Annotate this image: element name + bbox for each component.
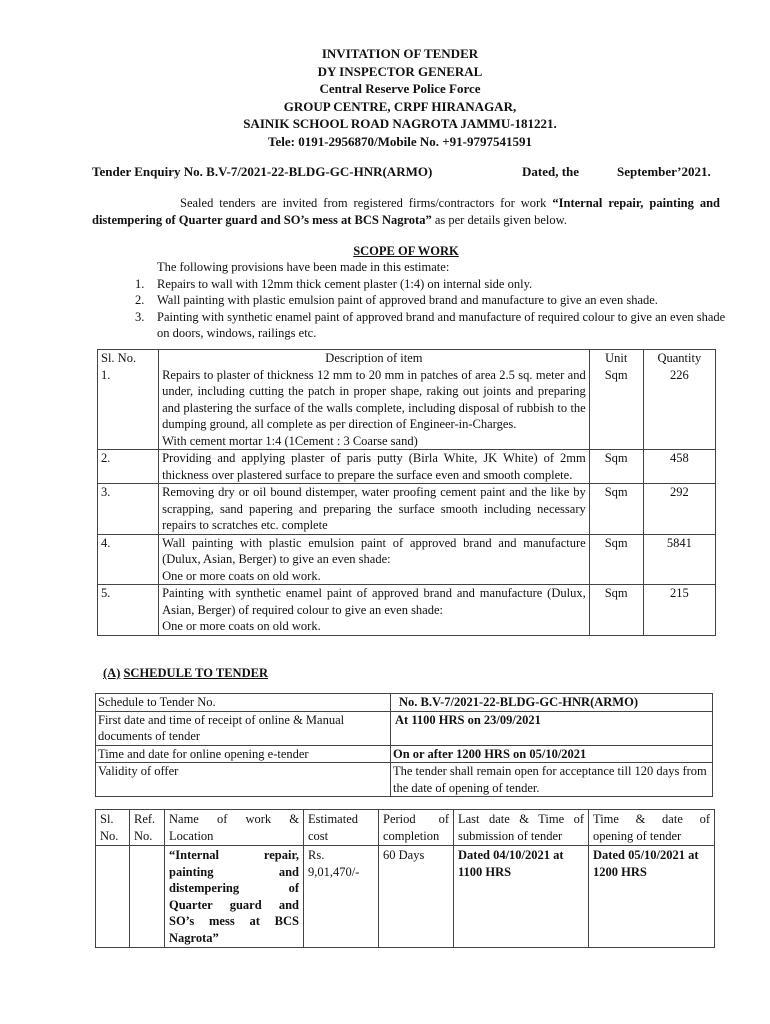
schedule-value: The tender shall remain open for acceptance till 120 days from the date of opening of tender.: [391, 763, 713, 797]
row-quantity: 5841: [643, 534, 715, 585]
header-last-date: Last date & Time of submission of tender: [454, 810, 589, 846]
schedule-value: At 1100 HRS on 23/09/2021: [391, 711, 713, 745]
table-row: [96, 694, 713, 712]
scope-item-text: Painting with synthetic enamel paint of approved brand and manufacture of required colour to give an even shade on doors, windows, railings etc.: [157, 309, 726, 340]
scope-item: [135, 309, 727, 342]
scope-provisions: [135, 259, 727, 342]
row-description-extra: One or more coats on old work.: [162, 619, 321, 633]
row-description-text: Providing and applying plaster of paris putty (Birla White, JK White) of 2mm thickness over plastered surface to prepare the surface even and smooth complete.: [162, 451, 586, 482]
header-unit: Unit: [589, 350, 643, 367]
schedule-heading: [103, 665, 268, 682]
header-unit: GROUP CENTRE, CRPF HIRANAGAR,: [283, 98, 517, 114]
schedule-key: Validity of offer: [96, 763, 391, 797]
row-sl: 4.: [98, 534, 159, 585]
scope-item-number: 3.: [135, 309, 145, 324]
scope-item-number: 2.: [135, 293, 145, 307]
items-table: [97, 349, 716, 636]
schedule-key: Time and date for online opening e-tender: [96, 745, 391, 763]
row-sl: 2.: [98, 450, 159, 484]
header-force: Central Reserve Police Force: [319, 81, 481, 96]
scope-item-text: Wall painting with plastic emulsion paint of approved brand and manufacture to give an even shade.: [157, 293, 658, 307]
schedule-table: [95, 693, 713, 797]
schedule-key: First date and time of receipt of online & Manual documents of tender: [96, 711, 391, 745]
scope-item: [135, 292, 727, 309]
schedule-label: (A): [103, 666, 121, 680]
header-quantity: Quantity: [657, 351, 702, 365]
row-description: [159, 534, 590, 585]
schedule-value: No. B.V-7/2021-22-BLDG-GC-HNR(ARMO): [391, 694, 713, 712]
row-sl: [96, 846, 130, 948]
row-name-of-work: “Internal repair, painting and distempering of Quarter guard and SO’s mess at BCS Nagrota”: [165, 846, 304, 948]
row-estimated-cost: Rs. 9,01,470/-: [304, 846, 379, 948]
items-table-header: [98, 350, 716, 367]
row-last-date: Dated 04/10/2021 at 1100 HRS: [454, 846, 589, 948]
header-period: Period of completion: [379, 810, 454, 846]
document-header: [0, 45, 770, 150]
header-title: INVITATION OF TENDER: [321, 46, 479, 61]
schedule-key: Schedule to Tender No.: [96, 694, 391, 712]
row-unit: Sqm: [589, 367, 643, 450]
intro-text-pre: Sealed tenders are invited from registered firms/contractors for work: [180, 196, 553, 210]
row-unit: Sqm: [589, 585, 643, 636]
table-row: [98, 534, 716, 585]
row-period: 60 Days: [379, 846, 454, 948]
table-row: [96, 711, 713, 745]
row-sl: 3.: [98, 484, 159, 535]
header-opening-date: Time & date of opening of tender: [589, 810, 715, 846]
scope-item: [135, 276, 727, 293]
table-row: [96, 745, 713, 763]
row-description: [159, 585, 590, 636]
row-quantity: 292: [643, 484, 715, 535]
scope-title: SCOPE OF WORK: [353, 244, 459, 258]
intro-work-name: “Internal repair, painting and distempering of Quarter guard and SO’s mess at BCS Nagrota”: [92, 196, 720, 227]
header-estimated-cost: Estimated cost: [304, 810, 379, 846]
scope-item-number: 1.: [135, 276, 145, 291]
enquiry-reference: Tender Enquiry No. B.V-7/2021-22-BLDG-GC-HNR(ARMO): [92, 164, 433, 179]
table-row: [96, 763, 713, 797]
header-ref-no: Ref. No.: [130, 810, 165, 846]
row-description: [159, 450, 590, 484]
row-sl: 5.: [98, 585, 159, 636]
schedule-title: SCHEDULE TO TENDER: [123, 666, 268, 680]
row-quantity: 458: [643, 450, 715, 484]
row-description: [159, 484, 590, 535]
header-description: Description of item: [159, 350, 590, 367]
tender-table: [95, 809, 715, 948]
row-unit: Sqm: [589, 484, 643, 535]
row-opening-date: Dated 05/10/2021 at 1200 HRS: [589, 846, 715, 948]
schedule-value: On or after 1200 HRS on 05/10/2021: [391, 745, 713, 763]
header-sl-no: Sl. No.: [96, 810, 130, 846]
tender-table-header: [96, 810, 715, 846]
header-address: SAINIK SCHOOL ROAD NAGROTA JAMMU-181221.: [243, 116, 557, 131]
enquiry-month: September’2021.: [617, 164, 711, 179]
table-row: [98, 484, 716, 535]
row-description-text: Wall painting with plastic emulsion paint of approved brand and manufacture (Dulux, Asian, Berger) to give an even shade:: [162, 535, 586, 566]
row-unit: Sqm: [589, 534, 643, 585]
scope-lead: The following provisions have been made in this estimate:: [157, 260, 450, 274]
header-sl-no: Sl. No.: [98, 350, 159, 367]
row-description-text: Repairs to plaster of thickness 12 mm to 20 mm in patches of area 2.5 sq. meter and under, including cutting the patch in proper shape, raking out joints and preparing and plastering the surface of the walls complete, including disposal of rubbish to the dumping ground, all complete as per direction of Engineer-in-Charges.: [162, 367, 586, 431]
header-office: DY INSPECTOR GENERAL: [317, 63, 483, 79]
scope-item-text: Repairs to wall with 12mm thick cement plaster (1:4) on internal side only.: [157, 276, 533, 291]
intro-text-post: as per details given below.: [431, 212, 567, 227]
row-ref: [130, 846, 165, 948]
header-name-of-work: Name of work & Location: [165, 810, 304, 846]
table-row: [98, 585, 716, 636]
header-contact: Tele: 0191-2956870/Mobile No. +91-9797541591: [267, 133, 533, 149]
row-description-extra: With cement mortar 1:4 (1Cement : 3 Coarse sand): [162, 433, 418, 448]
row-description-text: Painting with synthetic enamel paint of approved brand and manufacture (Dulux, Asian, Berger) of required colour to give an even shade:: [162, 586, 586, 617]
table-row: [98, 450, 716, 484]
tender-enquiry-line: [92, 164, 722, 181]
intro-paragraph: [92, 195, 720, 228]
row-unit: Sqm: [589, 450, 643, 484]
row-quantity: 215: [643, 585, 715, 636]
row-sl: 1.: [98, 367, 159, 450]
table-row: [98, 367, 716, 450]
scope-list: [135, 276, 727, 342]
enquiry-dated-label: Dated, the: [522, 164, 580, 179]
row-description: [159, 367, 590, 450]
row-description-extra: One or more coats on old work.: [162, 568, 321, 583]
table-row: [96, 846, 715, 948]
row-quantity: 226: [669, 367, 689, 382]
row-description-text: Removing dry or oil bound distemper, water proofing cement paint and the like by scrapping, sand papering and preparing the surface smooth including necessary repairs to scratches etc. complete: [162, 485, 586, 532]
